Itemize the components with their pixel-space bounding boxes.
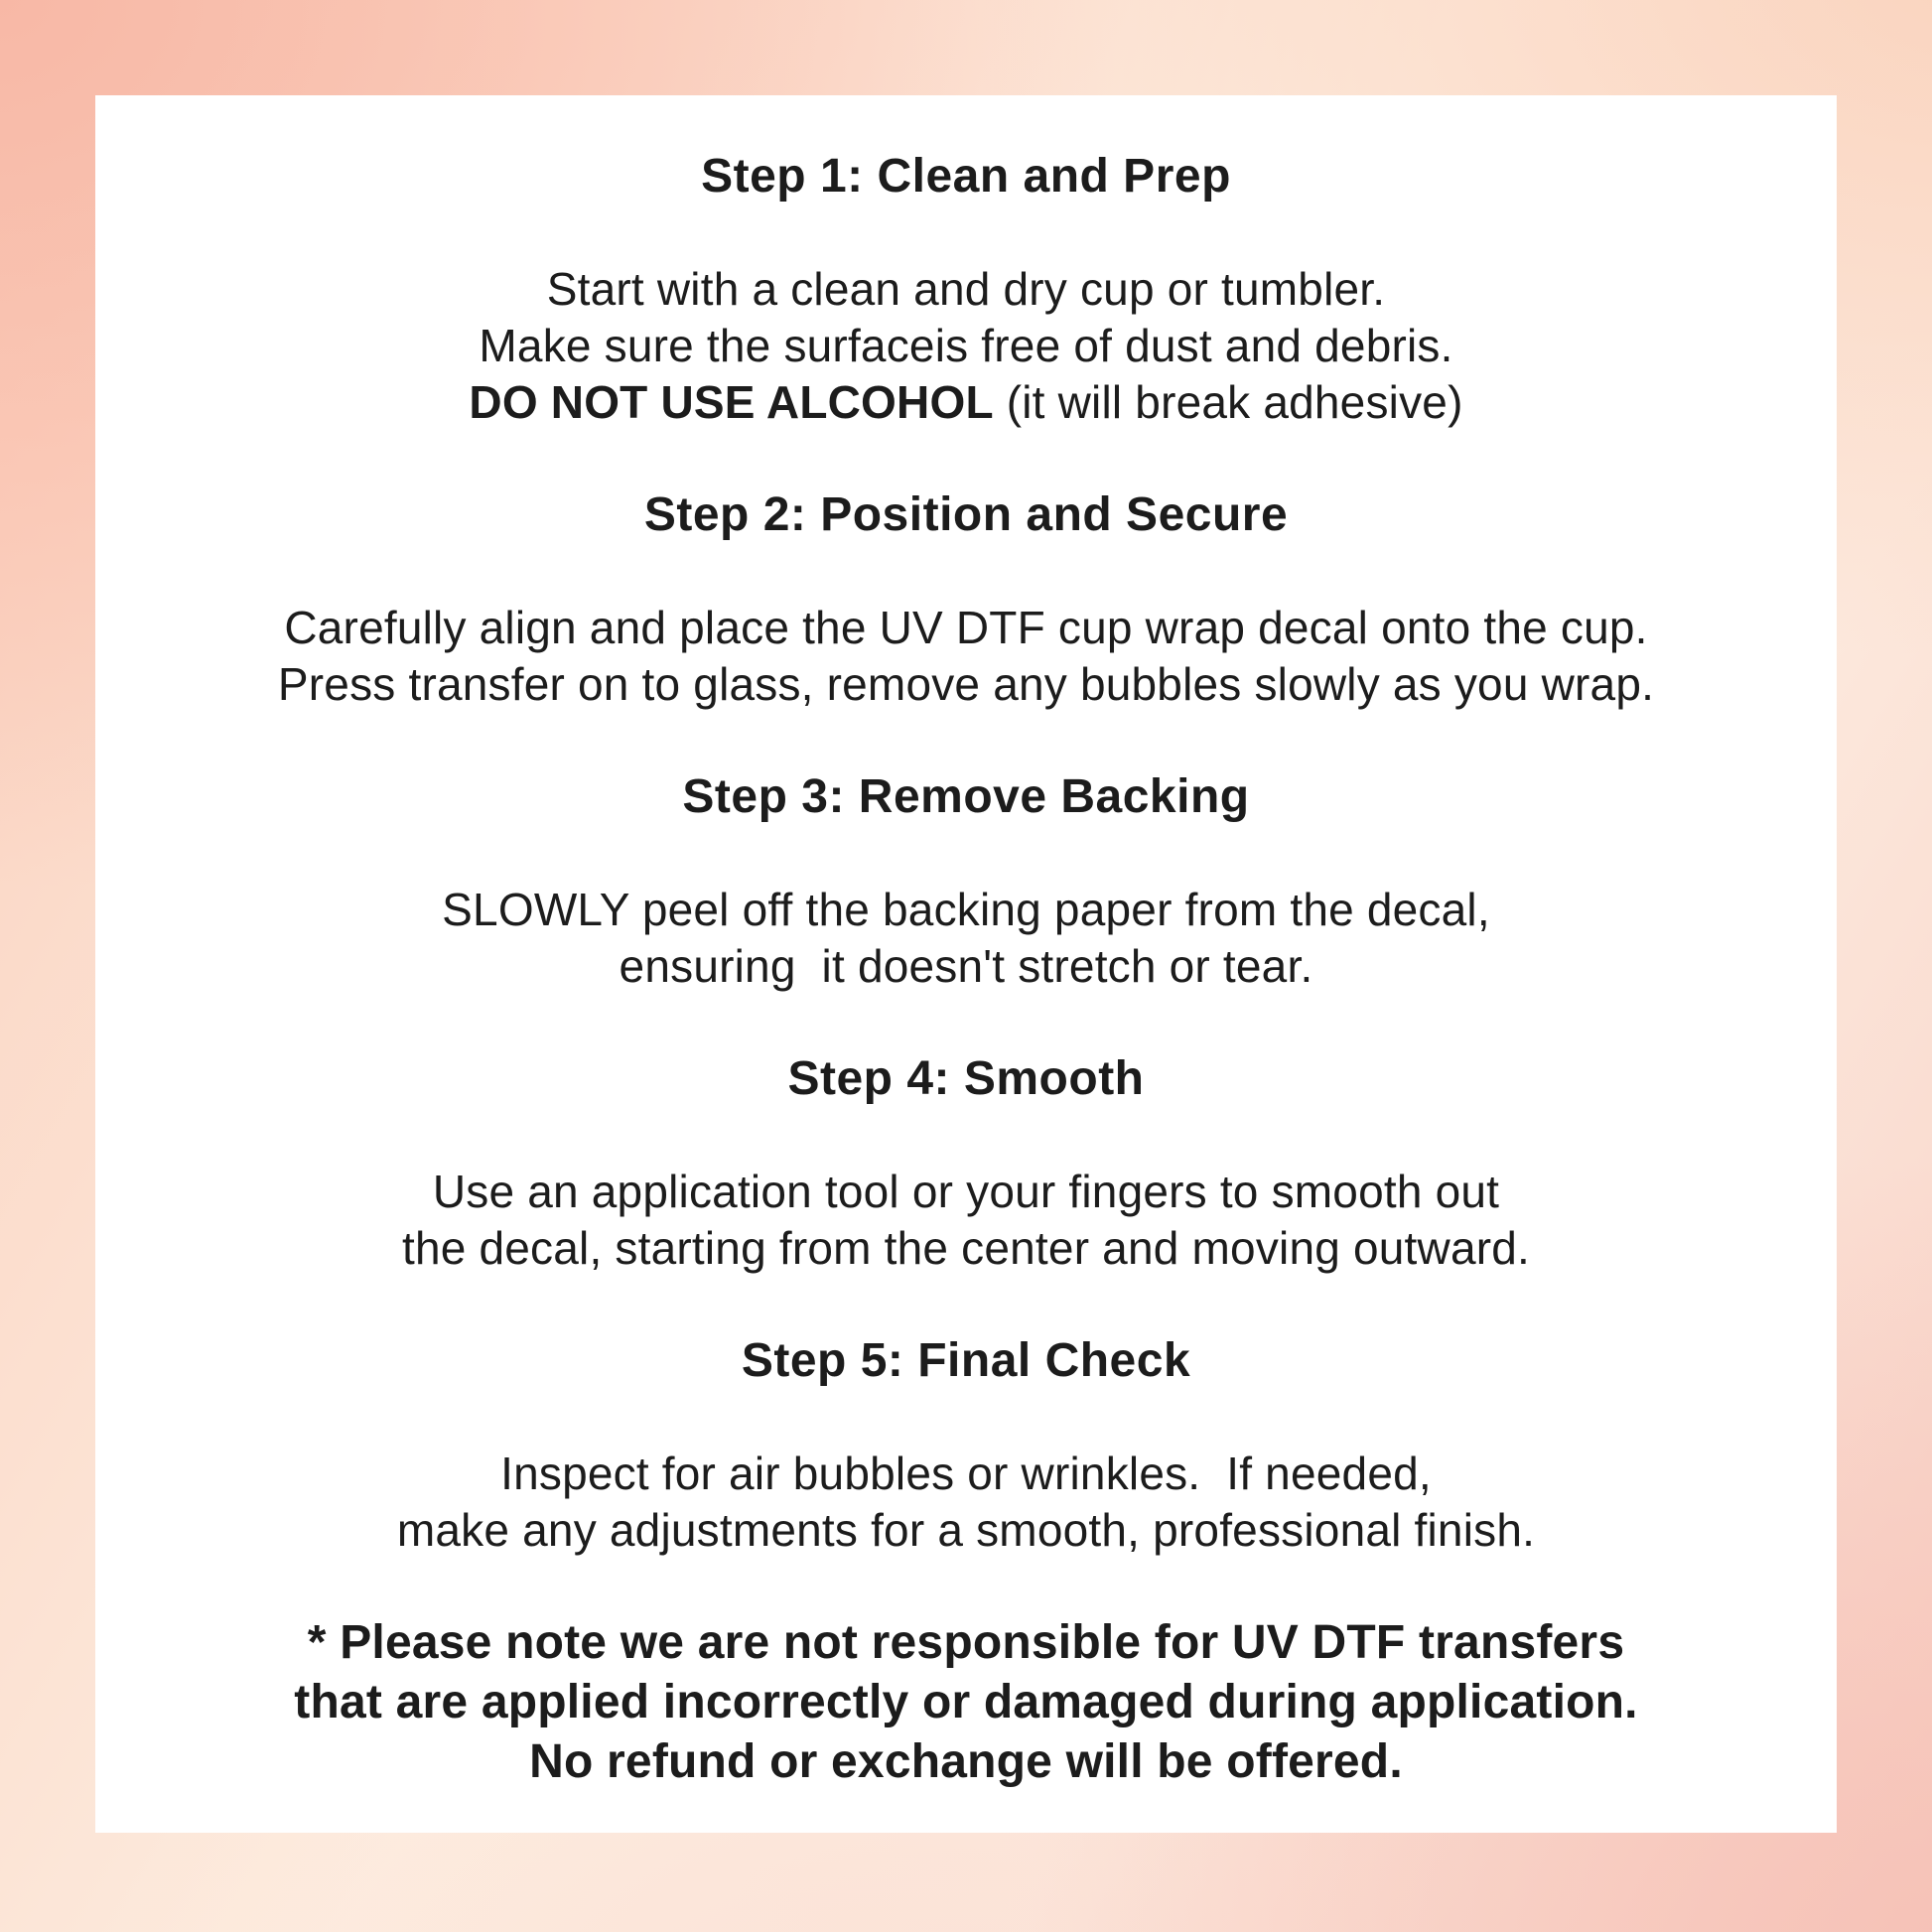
step-3-line-2: ensuring it doesn't stretch or tear. [619, 940, 1313, 992]
disclaimer-line-1: * Please note we are not responsible for UV DTF transfers [307, 1616, 1625, 1669]
step-2-body [135, 600, 1797, 713]
disclaimer-line-3: No refund or exchange will be offered. [529, 1735, 1403, 1788]
step-5-body [135, 1446, 1797, 1559]
step-4-section [135, 1049, 1797, 1277]
step-1-line-2: Make sure the surfaceis free of dust and debris. [479, 320, 1453, 371]
step-1-body [135, 261, 1797, 431]
step-4-line-2: the decal, starting from the center and moving outward. [401, 1222, 1531, 1274]
step-3-line-1: SLOWLY peel off the backing paper from the decal, [442, 884, 1490, 935]
step-2-line-2: Press transfer on to glass, remove any bubbles slowly as you wrap. [277, 658, 1655, 710]
step-1-line-3 [135, 374, 1797, 431]
alcohol-warning-bold: DO NOT USE ALCOHOL [469, 376, 994, 428]
disclaimer-section [135, 1613, 1797, 1792]
step-5-line-1: Inspect for air bubbles or wrinkles. If needed, [500, 1448, 1432, 1499]
step-1-line-1: Start with a clean and dry cup or tumbler. [546, 263, 1386, 315]
alcohol-warning-rest: (it will break adhesive) [993, 376, 1463, 428]
disclaimer-line-2: that are applied incorrectly or damaged during application. [294, 1676, 1638, 1728]
step-1-section [135, 147, 1797, 431]
step-5-line-2: make any adjustments for a smooth, professional finish. [396, 1504, 1536, 1556]
step-3-heading: Step 3: Remove Backing [682, 770, 1250, 823]
step-2-section [135, 485, 1797, 713]
step-3-section [135, 767, 1797, 995]
step-2-heading: Step 2: Position and Secure [643, 488, 1289, 541]
step-2-line-1: Carefully align and place the UV DTF cup wrap decal onto the cup. [284, 602, 1648, 653]
step-1-heading: Step 1: Clean and Prep [701, 150, 1231, 203]
step-4-line-1: Use an application tool or your fingers to smooth out [432, 1166, 1500, 1217]
step-4-body [135, 1164, 1797, 1277]
instruction-card [95, 95, 1837, 1833]
step-3-body [135, 882, 1797, 995]
step-4-heading: Step 4: Smooth [787, 1052, 1145, 1105]
step-5-section [135, 1331, 1797, 1559]
step-5-heading: Step 5: Final Check [741, 1334, 1191, 1387]
